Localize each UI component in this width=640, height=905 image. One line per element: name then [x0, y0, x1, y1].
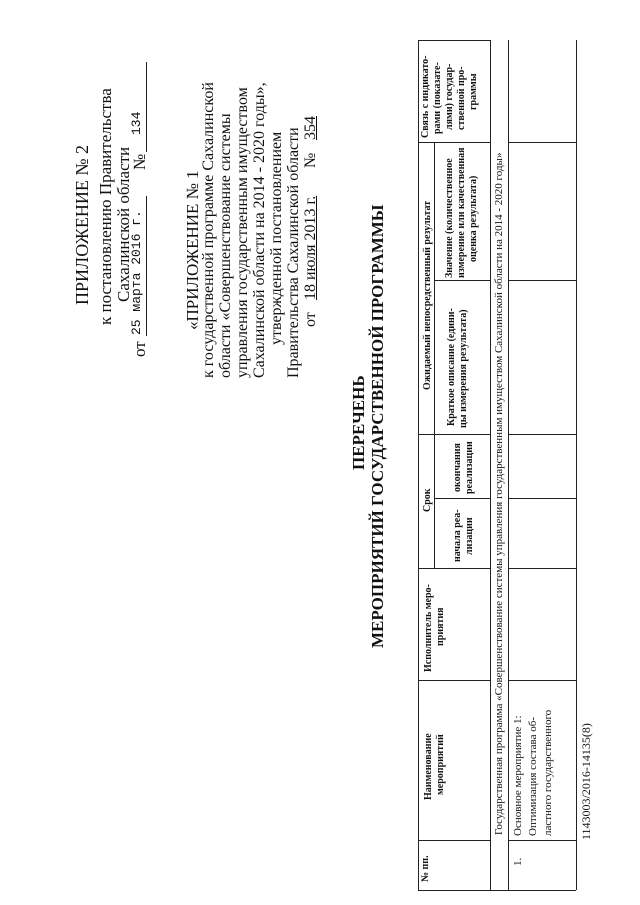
appendix-date: 25 марта 2016 г.	[129, 210, 144, 335]
col-term-header: Срок	[422, 488, 433, 512]
col-term-start-1: начала реа-	[452, 509, 463, 562]
quote-date: 18 июля 2013 г.	[302, 195, 319, 300]
col-result-value-1: Значение (количественное	[444, 158, 455, 278]
row-1-number: 1.	[512, 857, 524, 866]
col-term-end-1: окончания	[452, 443, 463, 492]
quote-number-sign: №	[302, 152, 319, 168]
quote-line-1: к государственной программе Сахалинской	[200, 82, 217, 378]
program-row-text: Государственная программа «Совершенствование системы управления государственным имуществом Сахалинской области на 2014 - 2020 годы»	[493, 152, 505, 835]
col-result-value-2: измерение или качественная	[456, 147, 467, 278]
col-executor-header-2: приятия	[435, 607, 446, 646]
quote-line-3: управления государственным имуществом	[234, 87, 251, 378]
appendix-line-2: Сахалинской области	[114, 146, 133, 302]
col-term-start-2: лизации	[464, 517, 475, 555]
col-link-header-2: рами (показате-	[432, 62, 443, 134]
quote-from: от	[302, 312, 319, 327]
quote-line-5: утвержденной постановлением	[268, 131, 285, 345]
col-link-header-3: лями) государ-	[444, 63, 455, 130]
quote-line-6: Правительства Сахалинской области	[285, 127, 302, 378]
appendix-title: ПРИЛОЖЕНИЕ № 2	[72, 144, 92, 305]
heading-line-1: ПЕРЕЧЕНЬ	[349, 375, 368, 470]
col-result-desc-2: цы измерения результата)	[458, 309, 469, 428]
heading-line-2: МЕРОПРИЯТИЙ ГОСУДАРСТВЕННОЙ ПРОГРАММЫ	[368, 204, 387, 648]
appendix-from: от	[130, 341, 149, 357]
col-term-end-2: реализации	[464, 441, 475, 494]
col-link-header-1: Связь с индикато-	[420, 55, 431, 138]
appendix-number: 134	[129, 111, 144, 135]
col-name-header-2: мероприятий	[435, 734, 446, 795]
row-1-name-3: ластного государственного	[542, 709, 554, 836]
col-result-desc-1: Краткое описание (едини-	[446, 308, 457, 426]
row-1-name-1: Основное мероприятие 1:	[512, 715, 524, 836]
quote-line-4: Сахалинской области на 2014 - 2020 годы»,	[251, 82, 268, 378]
col-result-header: Ожидаемый непосредственный результат	[422, 200, 433, 390]
col-link-header-5: граммы	[468, 73, 479, 110]
quote-line-2: области «Совершенствование системы	[217, 113, 234, 378]
document-code: 1143003/2016-14135(8)	[579, 723, 593, 840]
col-result-value-3: оценка результата)	[468, 175, 479, 262]
col-executor-header-1: Исполнитель меро-	[423, 584, 434, 672]
appendix-line-1: к постановлению Правительства	[96, 88, 115, 325]
col-name-header-1: Наименование	[423, 733, 434, 800]
col-number-header: № пп.	[420, 855, 431, 882]
quote-title: «ПРИЛОЖЕНИЕ № 1	[183, 170, 202, 330]
appendix-number-sign: №	[130, 153, 149, 170]
quote-number: 354	[302, 116, 319, 140]
row-1-name-2: Оптимизация состава об-	[527, 717, 539, 836]
col-link-header-4: ственной про-	[456, 66, 467, 130]
